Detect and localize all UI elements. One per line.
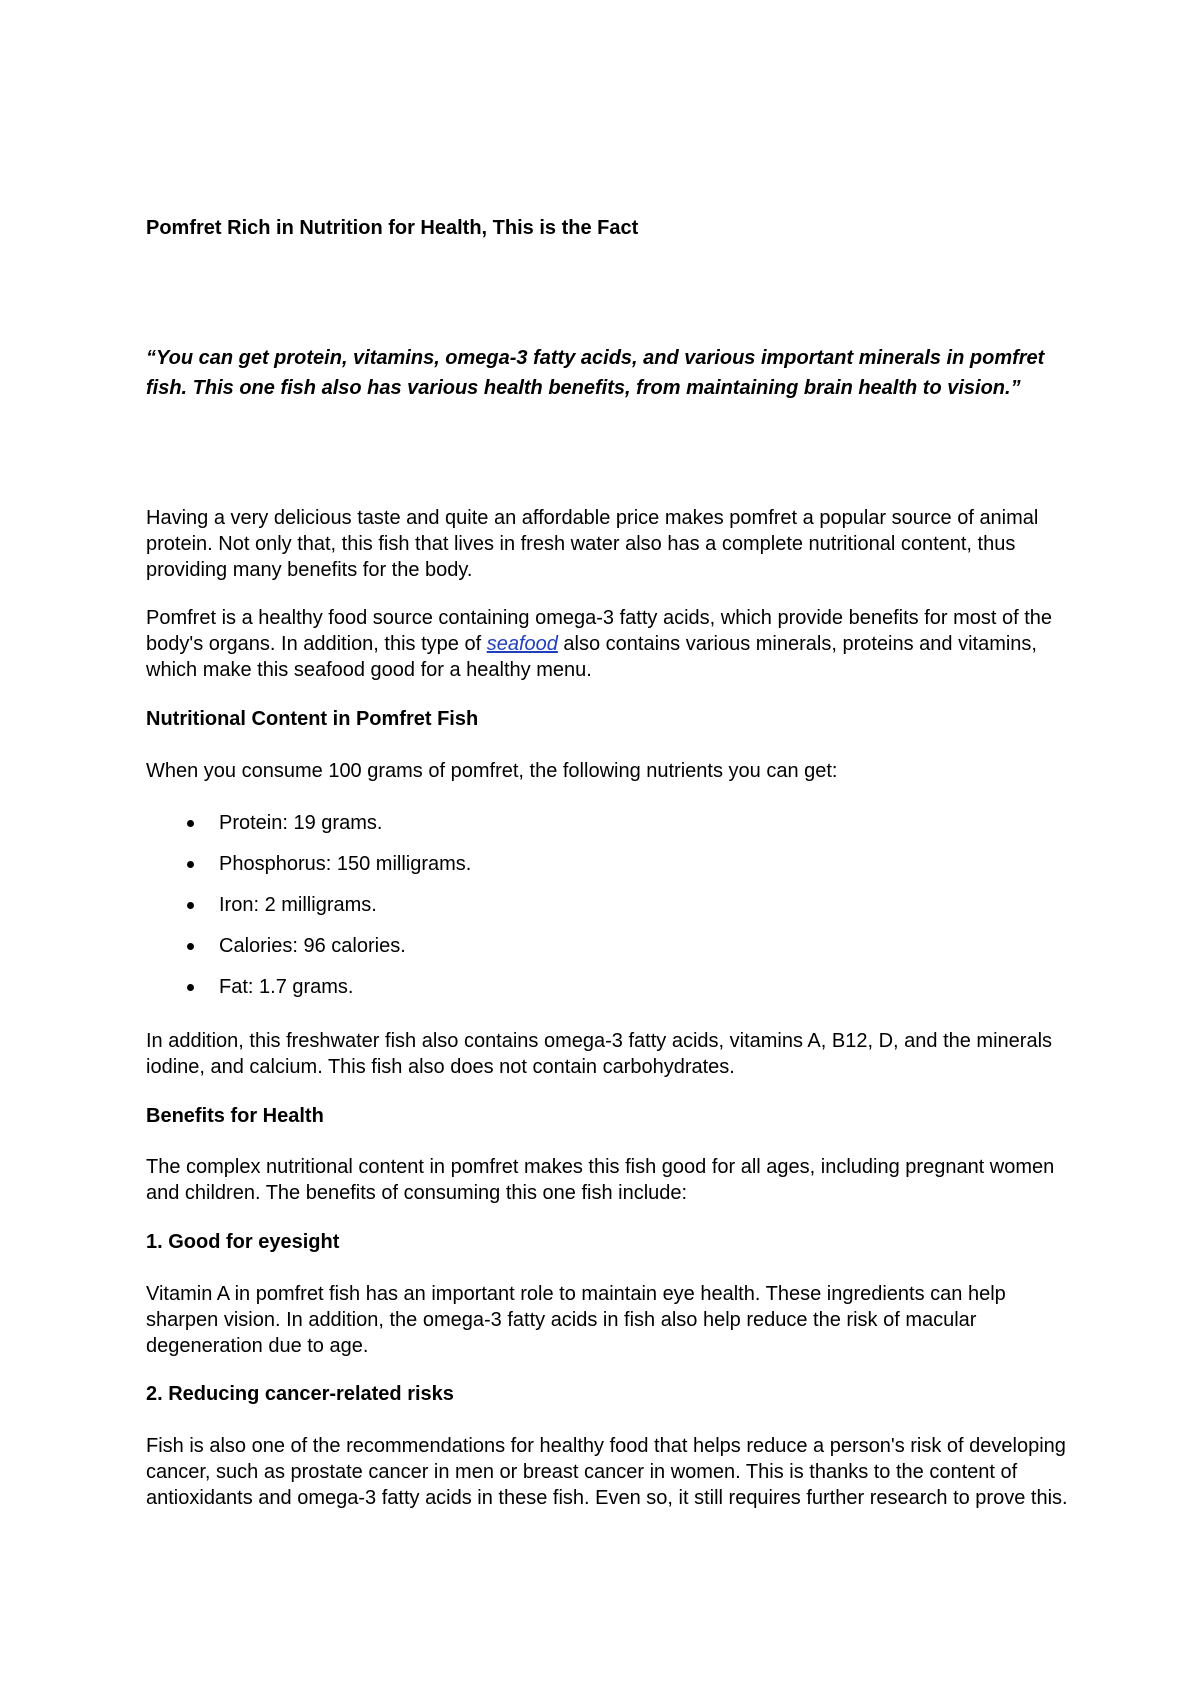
benefits-intro: The complex nutritional content in pomfret makes this fish good for all ages, including pregnant women and children. The benefits of consuming this one fish include: xyxy=(146,1156,1055,1204)
paragraph-text-before-link: Pomfret is a healthy food source containing omega-3 fatty acids, which provide benefits for most of the body's organs. In addition, this type of xyxy=(146,607,1053,655)
list-item xyxy=(146,974,1076,1015)
nutrient-list xyxy=(146,810,1076,1015)
benefits-heading: Benefits for Health xyxy=(146,1105,324,1127)
intro-paragraph: Having a very delicious taste and quite an affordable price makes pomfret a popular source of animal protein. Not only that, this fish that lives in fresh water also has a complete nutritional content, thus providing many benefits for the body. xyxy=(146,507,1039,581)
list-item xyxy=(146,933,1076,974)
benefit1-heading: 1. Good for eyesight xyxy=(146,1231,340,1253)
benefit2-heading: 2. Reducing cancer-related risks xyxy=(146,1383,454,1405)
nutrition-extra-paragraph: In addition, this freshwater fish also contains omega-3 fatty acids, vitamins A, B12, D, and the minerals iodine, and calcium. This fish also does not contain carbohydrates. xyxy=(146,1030,1053,1078)
bullet-icon xyxy=(187,861,194,868)
bullet-icon xyxy=(187,943,194,950)
list-item xyxy=(146,892,1076,933)
bullet-icon xyxy=(187,820,194,827)
seafood-link[interactable]: seafood xyxy=(486,633,558,655)
omega3-paragraph xyxy=(146,605,1076,683)
nutrient-label: Protein: 19 grams. xyxy=(219,812,383,834)
benefit2-text: Fish is also one of the recommendations for healthy food that helps reduce a person's risk of developing cancer, such as prostate cancer in men or breast cancer in women. This is thanks to the content of antioxidants and omega-3 fatty acids in these fish. Even so, it still requires further research to prove this. xyxy=(146,1435,1068,1509)
nutrition-heading: Nutritional Content in Pomfret Fish xyxy=(146,708,479,730)
nutrient-label: Phosphorus: 150 milligrams. xyxy=(219,853,472,875)
paragraph-text-after-link: also contains various minerals, proteins and vitamins, which make this seafood good for a healthy menu. xyxy=(146,633,1037,681)
benefit1-text: Vitamin A in pomfret fish has an important role to maintain eye health. These ingredients can help sharpen vision. In addition, the omega-3 fatty acids in fish also help reduce the risk of macular degeneration due to age. xyxy=(146,1283,1006,1357)
lead-quote: “You can get protein, vitamins, omega-3 fatty acids, and various important minerals in pomfret fish. This one fish also has various health benefits, from maintaining brain health to vision.” xyxy=(146,347,1045,399)
list-item xyxy=(146,810,1076,851)
document-page xyxy=(146,0,1076,1698)
bullet-icon xyxy=(187,984,194,991)
nutrient-label: Iron: 2 milligrams. xyxy=(219,894,377,916)
nutrient-label: Calories: 96 calories. xyxy=(219,935,406,957)
list-item xyxy=(146,851,1076,892)
document-title: Pomfret Rich in Nutrition for Health, This is the Fact xyxy=(146,217,639,239)
bullet-icon xyxy=(187,902,194,909)
nutrient-label: Fat: 1.7 grams. xyxy=(219,976,354,998)
nutrition-intro: When you consume 100 grams of pomfret, the following nutrients you can get: xyxy=(146,760,838,782)
